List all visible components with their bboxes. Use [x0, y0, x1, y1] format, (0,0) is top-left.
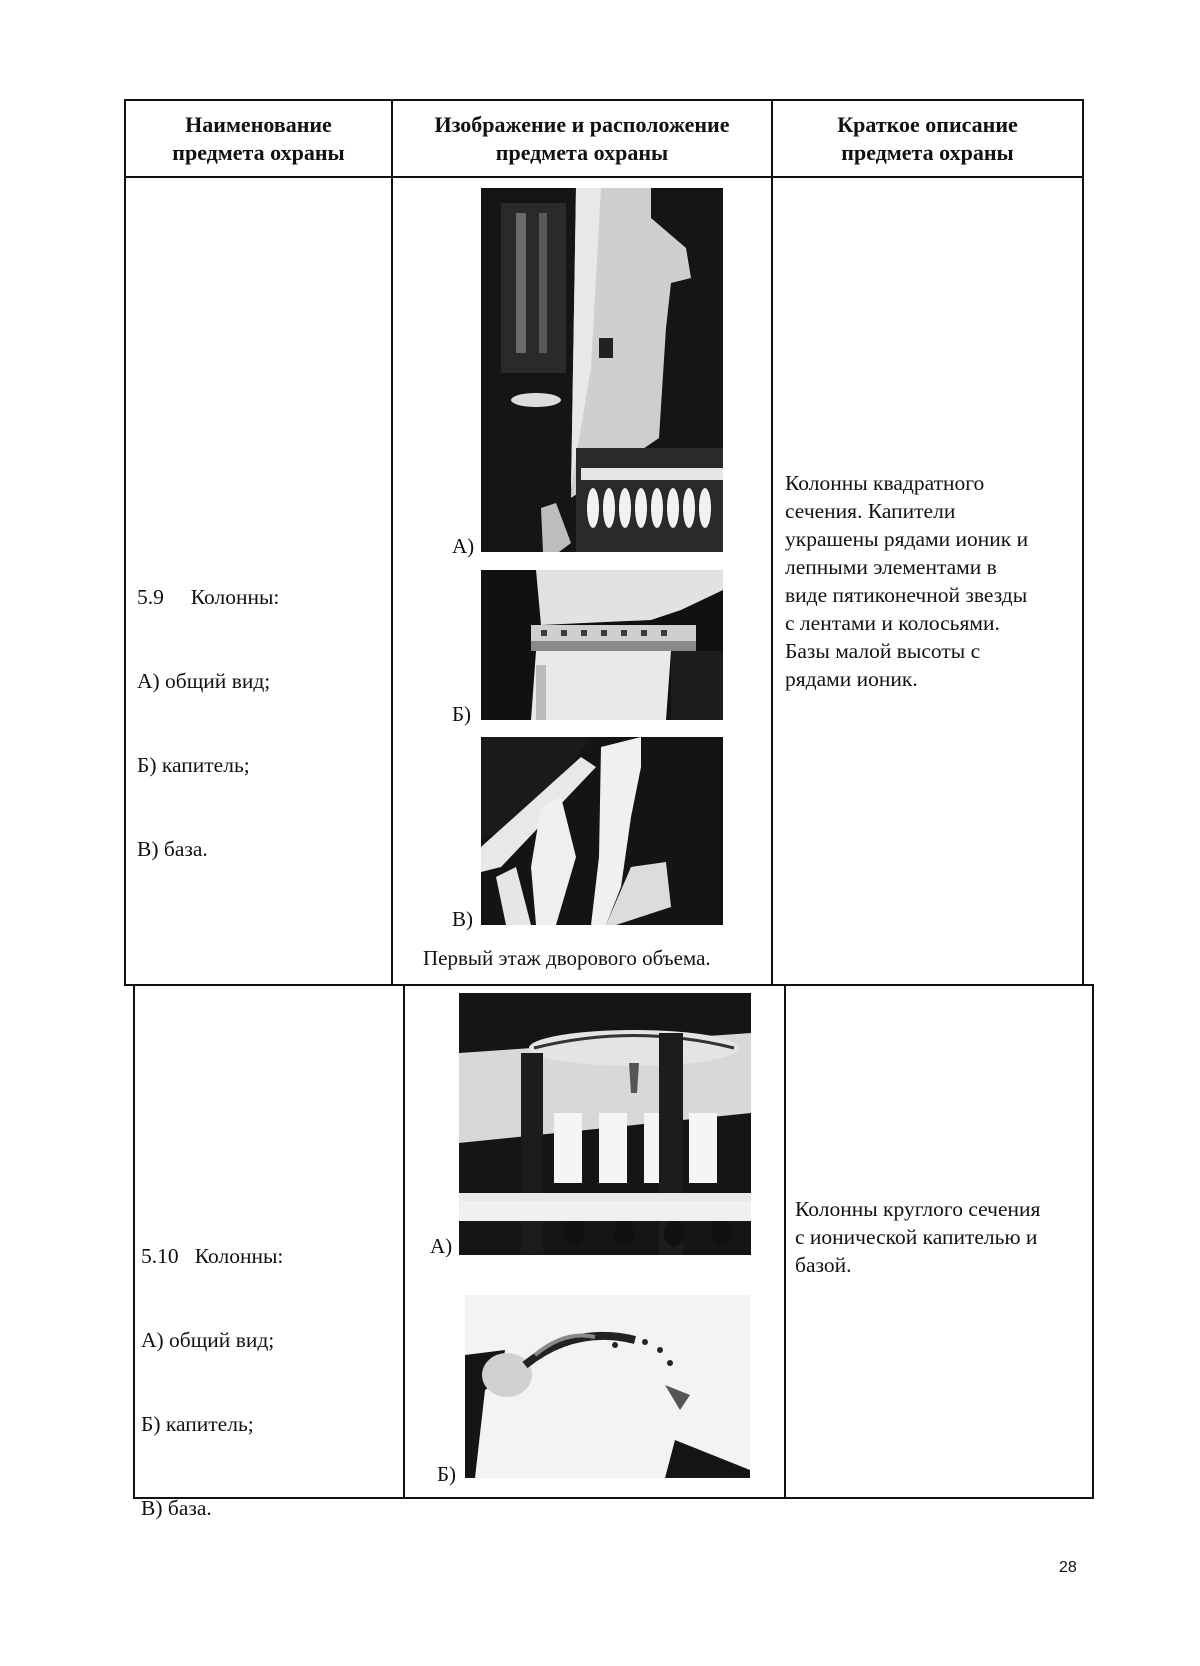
row1-photo-a-general-view: [481, 188, 723, 552]
row1-left-border: [124, 99, 126, 986]
row1-location: Первый этаж дворового объема.: [423, 946, 711, 970]
row2-caption-b: Б): [437, 1462, 457, 1486]
row1-right-border: [1082, 99, 1084, 986]
header-name-line1: Наименование: [185, 112, 332, 137]
row1-caption-a: А): [452, 534, 475, 558]
row-divider: [124, 984, 1094, 986]
row1-description: [785, 469, 1080, 693]
row2-name-line: 5.10 Колонны:: [141, 1244, 284, 1268]
header-description: [773, 111, 1082, 167]
row2-name: [141, 1186, 396, 1550]
row1-name-line: А) общий вид;: [137, 669, 271, 693]
row1-col-divider-2: [771, 99, 773, 986]
row1-name-line: В) база.: [137, 837, 208, 861]
row1-photo-c-base: [481, 737, 723, 925]
row2-col-divider-1: [403, 984, 405, 1499]
row2-name-line: В) база.: [141, 1496, 212, 1520]
header-description-line2: предмета охраны: [841, 140, 1014, 165]
row2-photo-b-capital: [465, 1295, 750, 1478]
row1-description-line: рядами ионик.: [785, 667, 918, 691]
row2-caption-a: А): [430, 1234, 453, 1258]
row1-description-line: с лентами и колосьями.: [785, 611, 1000, 635]
row2-description: [795, 1195, 1090, 1279]
row1-description-line: сечения. Капители: [785, 499, 956, 523]
row2-description-line: Колонны круглого сечения: [795, 1197, 1041, 1221]
header-name: [126, 111, 391, 167]
row1-name-line: Б) капитель;: [137, 753, 250, 777]
header-bottom-border: [124, 176, 1084, 178]
header-image-line2: предмета охраны: [495, 140, 669, 165]
row1-name-line: 5.9 Колонны:: [137, 585, 280, 609]
row1-caption-c: В): [452, 907, 473, 931]
row1-description-line: виде пятиконечной звезды: [785, 583, 1028, 607]
row2-left-border: [133, 984, 135, 1499]
row1-photo-b-capital: [481, 570, 723, 720]
row2-right-border: [1092, 984, 1094, 1499]
header-image-line1: Изображение и расположение: [434, 112, 730, 137]
row2-name-line: Б) капитель;: [141, 1412, 254, 1436]
row1-col-divider-1: [391, 99, 393, 986]
row2-photo-a-general-view: [459, 993, 751, 1255]
row2-name-line: А) общий вид;: [141, 1328, 275, 1352]
header-image: [393, 111, 771, 167]
row1-name: [137, 527, 387, 891]
row2-col-divider-2: [784, 984, 786, 1499]
header-description-line1: Краткое описание: [837, 112, 1018, 137]
row1-description-line: лепными элементами в: [785, 555, 997, 579]
page-number: 28: [1059, 1559, 1077, 1576]
table-top-border: [124, 99, 1084, 101]
row1-caption-b: Б): [452, 702, 472, 726]
row2-description-line: с ионической капителью и: [795, 1225, 1038, 1249]
row1-description-line: Колонны квадратного: [785, 471, 985, 495]
row1-description-line: украшены рядами ионик и: [785, 527, 1029, 551]
row2-description-line: базой.: [795, 1253, 852, 1277]
row1-description-line: Базы малой высоты с: [785, 639, 981, 663]
header-name-line2: предмета охраны: [172, 140, 345, 165]
